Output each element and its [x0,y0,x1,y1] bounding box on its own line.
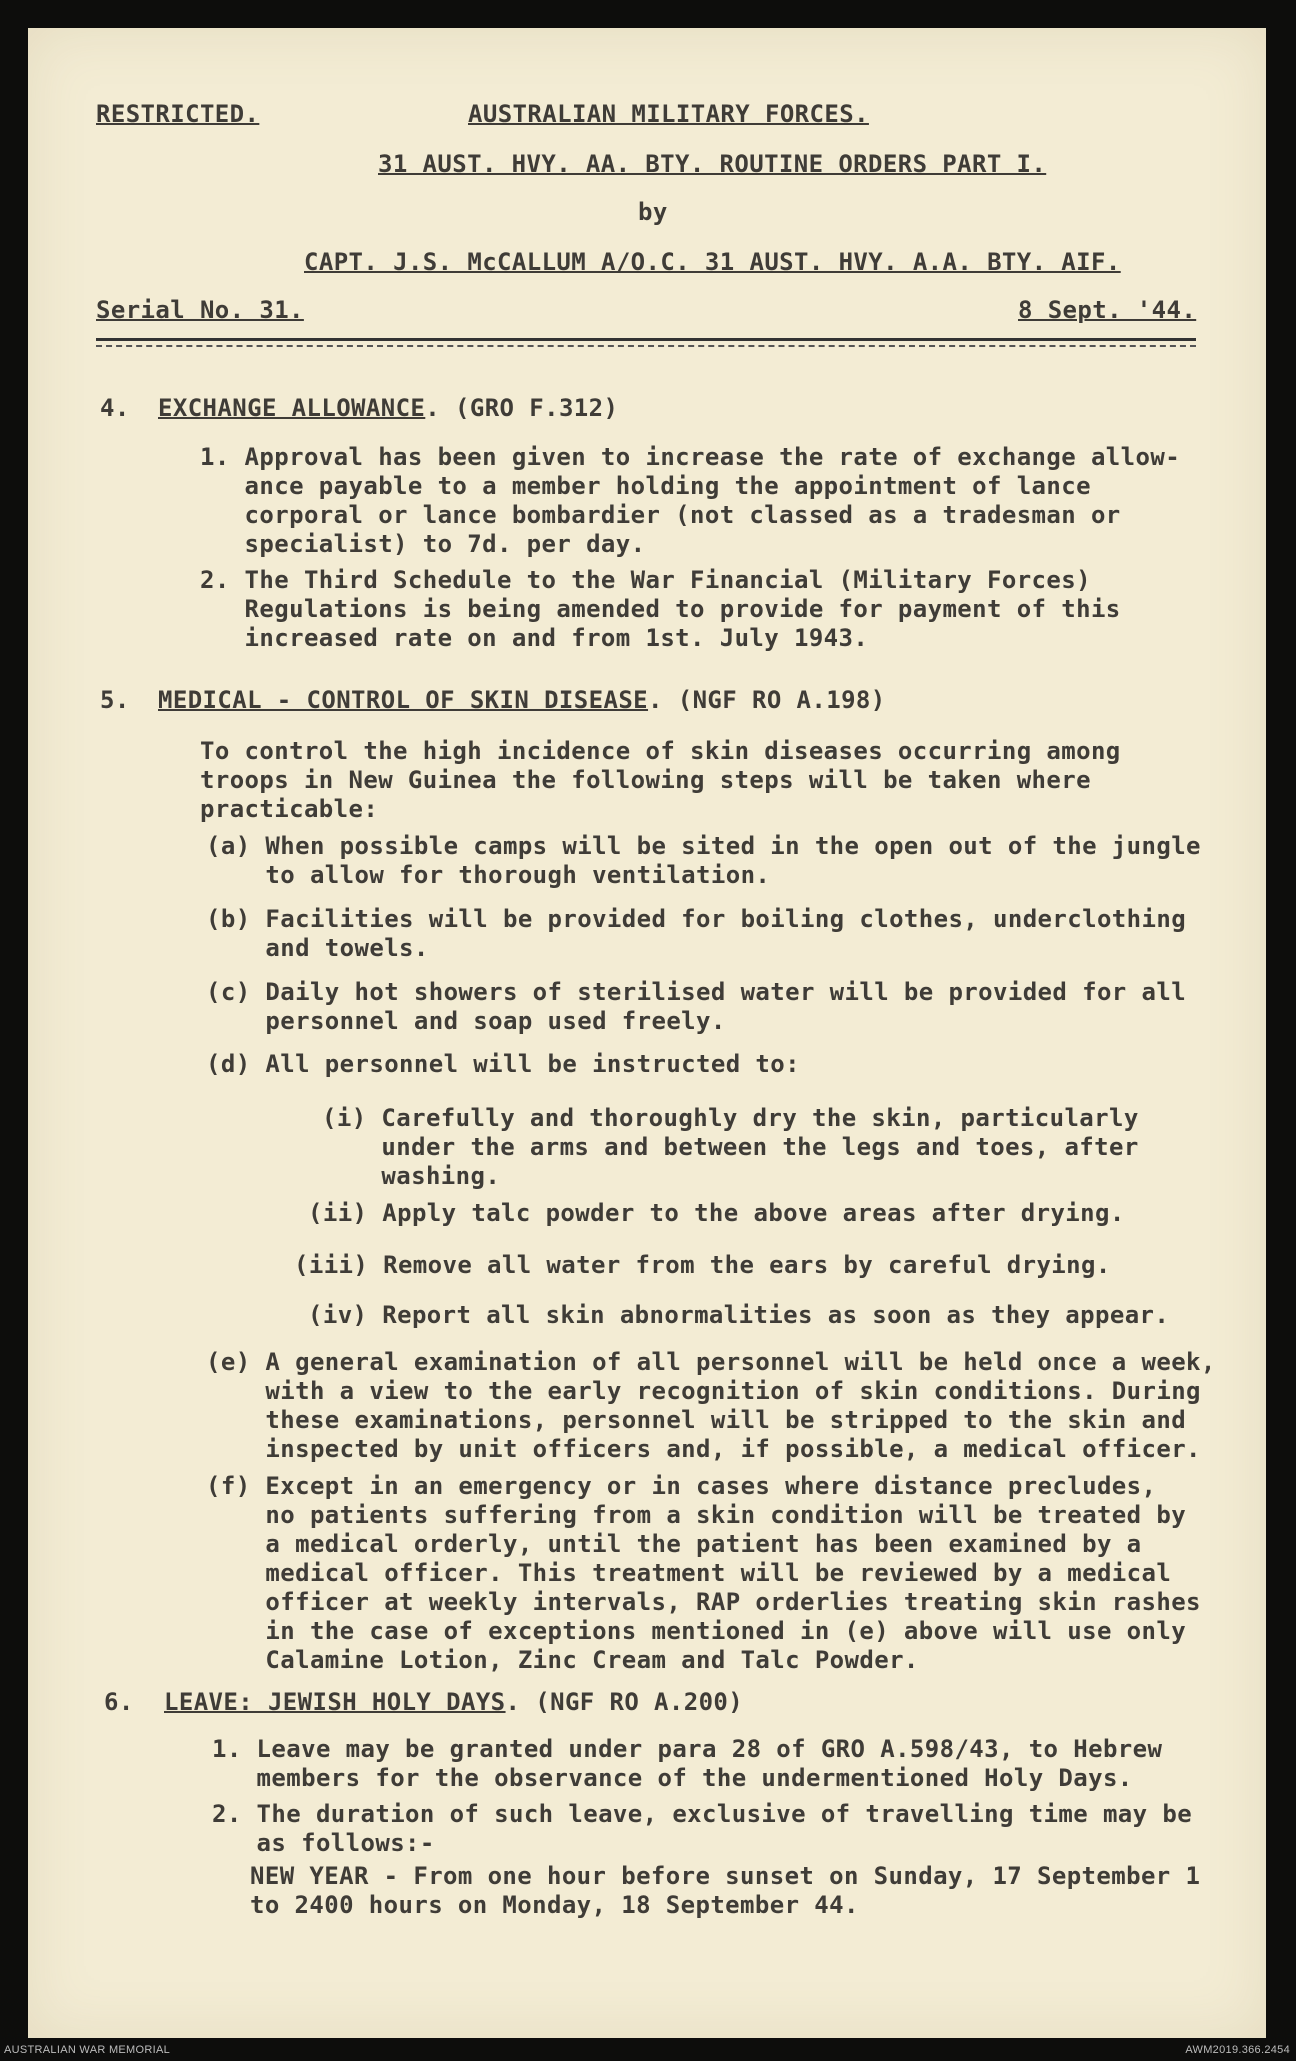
section-6-ref: . (NGF RO A.200) [505,1688,744,1716]
section-5-item-b [206,905,1186,963]
text-line: 2. The duration of such leave, exclusive of travelling time may be [212,1800,1193,1828]
text-line: increased rate on and from 1st. July 1943. [200,624,869,652]
text-line: inspected by unit officers and, if possible, a medical officer. [206,1435,1201,1463]
text-line: as follows:- [212,1829,435,1857]
text-line: under the arms and between the legs and toes, after [322,1133,1139,1161]
text-line: (e) A general examination of all personnel will be held once a week, [206,1348,1216,1376]
text-line: members for the observance of the undermentioned Holy Days. [212,1764,1133,1792]
text-line: washing. [322,1162,501,1190]
section-5-item-d-ii [308,1199,1125,1228]
text-line: NEW YEAR - From one hour before sunset on Sunday, 17 September 1 [250,1862,1201,1890]
section-6-number: 6. [104,1688,134,1716]
text-line: (iii) Remove all water from the ears by careful drying. [294,1251,1111,1279]
text-line: these examinations, personnel will be stripped to the skin and [206,1406,1187,1434]
section-4-title [158,394,618,423]
text-line: a medical orderly, until the patient has been examined by a [206,1530,1142,1558]
text-line: Calamine Lotion, Zinc Cream and Talc Powder. [206,1646,919,1674]
text-line: (c) Daily hot showers of sterilised water will be provided for all [206,978,1187,1006]
section-5-item-a [206,832,1201,890]
text-line: no patients suffering from a skin condition will be treated by [206,1501,1187,1529]
footer-credit: AUSTRALIAN WAR MEMORIAL [4,2044,171,2056]
text-line: specialist) to 7d. per day. [200,530,646,558]
text-line: 1. Leave may be granted under para 28 of GRO A.598/43, to Hebrew [212,1735,1163,1763]
text-line: medical officer. This treatment will be reviewed by a medical [206,1559,1172,1587]
text-line: troops in New Guinea the following steps will be taken where [200,766,1091,794]
section-5-item-e [206,1348,1216,1464]
section-5-intro [200,737,1121,824]
section-5-heading: MEDICAL - CONTROL OF SKIN DISEASE [158,686,649,714]
section-4-ref: . (GRO F.312) [425,394,619,422]
text-line: and towels. [206,934,429,962]
section-5-item-f [206,1472,1201,1675]
text-line: (a) When possible camps will be sited in the open out of the jungle [206,832,1201,860]
section-6-para-2 [212,1800,1192,1858]
section-6-new-year [250,1862,1200,1920]
section-5-item-d-iii [294,1251,1111,1280]
text-line: to allow for thorough ventilation. [206,861,771,889]
text-line: ance payable to a member holding the appointment of lance [200,472,1091,500]
text-line: 2. The Third Schedule to the War Financial (Military Forces) [200,566,1091,594]
text-line: Regulations is being amended to provide for payment of this [200,595,1121,623]
section-6-title [164,1688,743,1717]
text-line: with a view to the early recognition of skin conditions. During [206,1377,1201,1405]
document-subtitle: 31 AUST. HVY. AA. BTY. ROUTINE ORDERS PART I. [378,150,1047,178]
section-4-number: 4. [100,394,130,422]
section-5-item-d-iv [308,1301,1169,1330]
serial-number: Serial No. 31. [96,296,304,324]
text-line: practicable: [200,795,379,823]
section-4-heading: EXCHANGE ALLOWANCE [158,394,426,422]
section-6-para-1 [212,1735,1162,1793]
section-5-ref: . (NGF RO A.198) [648,686,886,714]
officer-line: CAPT. J.S. McCALLUM A/O.C. 31 AUST. HVY. A.A. BTY. AIF. [304,248,1121,276]
classification-label: RESTRICTED. [96,100,260,128]
text-line: corporal or lance bombardier (not classed as a tradesman or [200,501,1121,529]
section-5-item-d [206,1050,800,1079]
text-line: (b) Facilities will be provided for boiling clothes, underclothing [206,905,1187,933]
section-4-para-2 [200,566,1121,653]
text-line: officer at weekly intervals, RAP orderlies treating skin rashes [206,1588,1201,1616]
text-line: personnel and soap used freely. [206,1007,726,1035]
header-rule [96,338,1196,341]
text-line: To control the high incidence of skin diseases occurring among [200,737,1121,765]
section-4-para-1 [200,443,1180,559]
text-line: (i) Carefully and thoroughly dry the skin, particularly [322,1104,1139,1132]
text-line: (iv) Report all skin abnormalities as soon as they appear. [308,1301,1170,1329]
text-line: to 2400 hours on Monday, 18 September 44. [250,1891,859,1919]
header-rule-lower [96,345,1196,347]
by-line: by [638,198,668,226]
section-6-heading: LEAVE: JEWISH HOLY DAYS [164,1688,506,1716]
text-line: (ii) Apply talc powder to the above areas after drying. [308,1199,1125,1227]
text-line: (f) Except in an emergency or in cases where distance precludes, [206,1472,1157,1500]
document-title: AUSTRALIAN MILITARY FORCES. [468,100,869,128]
document-date: 8 Sept. '44. [1018,296,1197,324]
section-5-item-c [206,978,1186,1036]
section-5-title [158,686,886,715]
text-line: (d) All personnel will be instructed to: [206,1050,800,1078]
section-5-item-d-i [322,1104,1139,1191]
section-5-number: 5. [100,686,130,714]
footer-accession-number: AWM2019.366.2454 [1185,2044,1290,2056]
text-line: in the case of exceptions mentioned in (e) above will use only [206,1617,1187,1645]
text-line: 1. Approval has been given to increase the rate of exchange allow- [200,443,1181,471]
